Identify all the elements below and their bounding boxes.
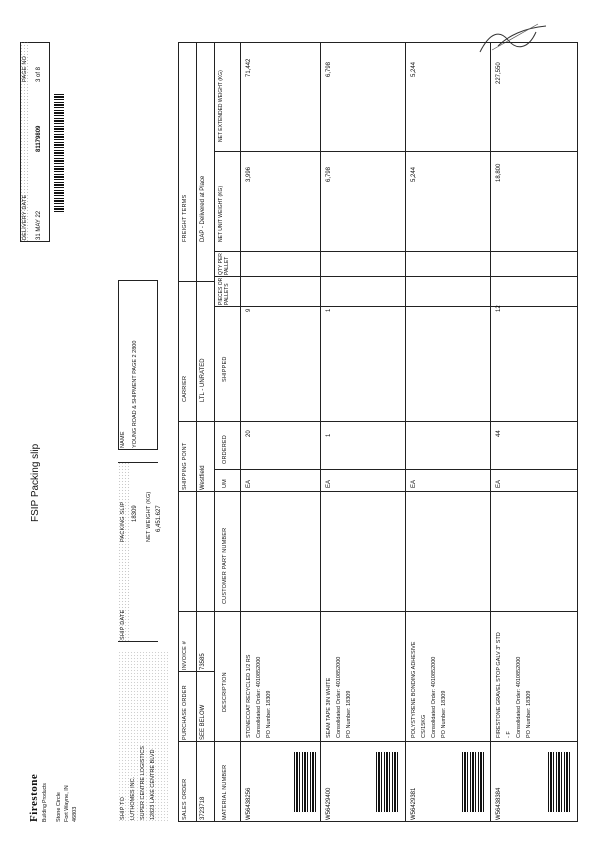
col-material: MATERIAL NUMBER [222,764,228,820]
packing-id: 18309 [132,505,138,522]
page-value: 3 of 8 [36,66,42,82]
col-ordered: ORDERED [222,435,228,464]
row3-uom: EA [411,479,417,488]
row2-desc-1: SEAM TAPE 3IN WHITE [326,677,332,738]
doc-title: FSIP Packing slip [30,443,41,522]
col-qty-pallet: QTY PER PALLET [218,253,230,275]
col-pieces: PIECES OR PALLETS [218,277,230,305]
row3-desc-3: Consolidated Order: 4010852000 [431,656,437,738]
row1-ordered: 20 [246,430,252,437]
row3-desc-1: POLYSTYRENE BONDING ADHESIVE [411,641,417,738]
row4-shipped: 12 [496,305,502,312]
col-description: DESCRIPTION [222,672,228,712]
col-uom: UM [222,479,228,488]
row2-unit-weight: 6,798 [326,166,332,182]
row4-desc-1: FIRESTONE GRAVEL STOP GALV 3" STD [496,632,502,738]
carrier-label: CARRIER [182,375,188,402]
row2-uom: EA [326,479,332,488]
company-address-3: 46803 [72,806,78,822]
col-customer-part: CUSTOMER PART NUMBER [222,527,228,604]
row2-shipped: 1 [326,308,332,312]
remarks-box [118,280,158,450]
purchase-order-value: SEE BELOW [200,704,206,740]
freight-terms-label: FREIGHT TERMS [182,194,188,242]
row2-material: W56429400 [326,787,332,820]
row4-barcode [546,752,570,812]
company-address-1: Stone Circle [56,792,62,822]
row2-desc-3: PO Number: 18309 [346,690,352,738]
row2-ordered: 1 [326,433,332,437]
col-shipped: SHIPPED [222,356,228,382]
row4-material: W56438384 [496,787,502,820]
net-weight-value: 6,451.627 [156,505,162,532]
shipping-point-label: SHIPPING POINT [182,442,188,490]
row3-barcode [460,752,484,812]
doc-number: 81179809 [36,125,42,152]
invoice-label: INVOICE # [182,640,188,670]
freight-terms-value: DAP - Delivered at Place [200,175,206,242]
row4-uom: EA [496,479,502,488]
row1-material: W56438256 [246,787,252,820]
delivery-value: 31 MAY 22 [36,210,42,240]
row4-extended-weight: 227,550 [496,62,502,84]
row1-desc-3: PO Number: 18309 [266,690,272,738]
row1-barcode [292,752,316,812]
net-weight-label: NET WEIGHT (KG) [146,491,152,542]
row4-desc-3: Consolidated Order: 4010852000 [516,656,522,738]
ship-date-label: SHIP DATE [120,609,126,640]
carrier-value: LTL - UNRATED [200,358,206,402]
row1-desc-1: STONECOAT RECYCLED 1/2 RS [246,654,252,738]
shipping-point-value: Westfield [200,465,206,490]
row2-barcode [374,752,398,812]
col-net-extended-weight: NET EXTENDED WEIGHT (KG) [218,70,224,142]
row1-desc-2: Consolidated Order: 4010852000 [256,656,262,738]
row4-desc-4: PO Number: 18309 [526,690,532,738]
row4-unit-weight: 18,800 [496,163,502,182]
row1-uom: EA [246,479,252,488]
purchase-order-label: PURCHASE ORDER [182,685,188,740]
invoice-value: 73585 [200,653,206,670]
row1-shipped: 9 [246,308,252,312]
row1-extended-weight: 71,442 [246,58,252,77]
remarks-label: NAME [120,431,126,448]
doc-barcode [54,92,64,212]
company-address-2: Fort Wayne, IN [64,785,70,822]
row3-desc-4: PO Number: 18309 [441,690,447,738]
row3-material: W56429381 [411,787,417,820]
ship-to-line-1: LUTHOMES INC. [130,776,136,820]
delivery-label: DELIVERY DATE [22,194,28,240]
row4-ordered: 44 [496,430,502,437]
col-net-unit-weight: NET UNIT WEIGHT (KG) [218,185,224,242]
row2-extended-weight: 6,798 [326,61,332,77]
ship-to-label: SHIP TO [120,796,126,820]
row3-extended-weight: 5,244 [411,61,417,77]
sales-order-value: 3723718 [200,796,206,820]
company-tagline: Building Products [42,783,48,822]
row2-desc-2: Consolidated Order: 4010852000 [336,656,342,738]
row4-desc-2: - F [506,731,512,738]
row3-desc-2: CS/15KG [421,714,427,738]
page-label: PAGE NO [22,55,28,82]
packing-slip-label: PACKING SLIP [120,501,126,542]
ship-to-line-3: 12823 LAKE CENTRE BLVD [150,749,156,820]
remarks-value: YOUNG ROAD & SHIPMENT PAGE 2 2800 [132,340,138,448]
row1-unit-weight: 3,996 [246,166,252,182]
company-logo: Firestone [28,773,40,822]
ship-to-line-2: SUPER CENTRE LOGISTICS [140,746,146,820]
sales-order-label: SALES ORDER [182,778,188,820]
row3-unit-weight: 5,244 [411,166,417,182]
